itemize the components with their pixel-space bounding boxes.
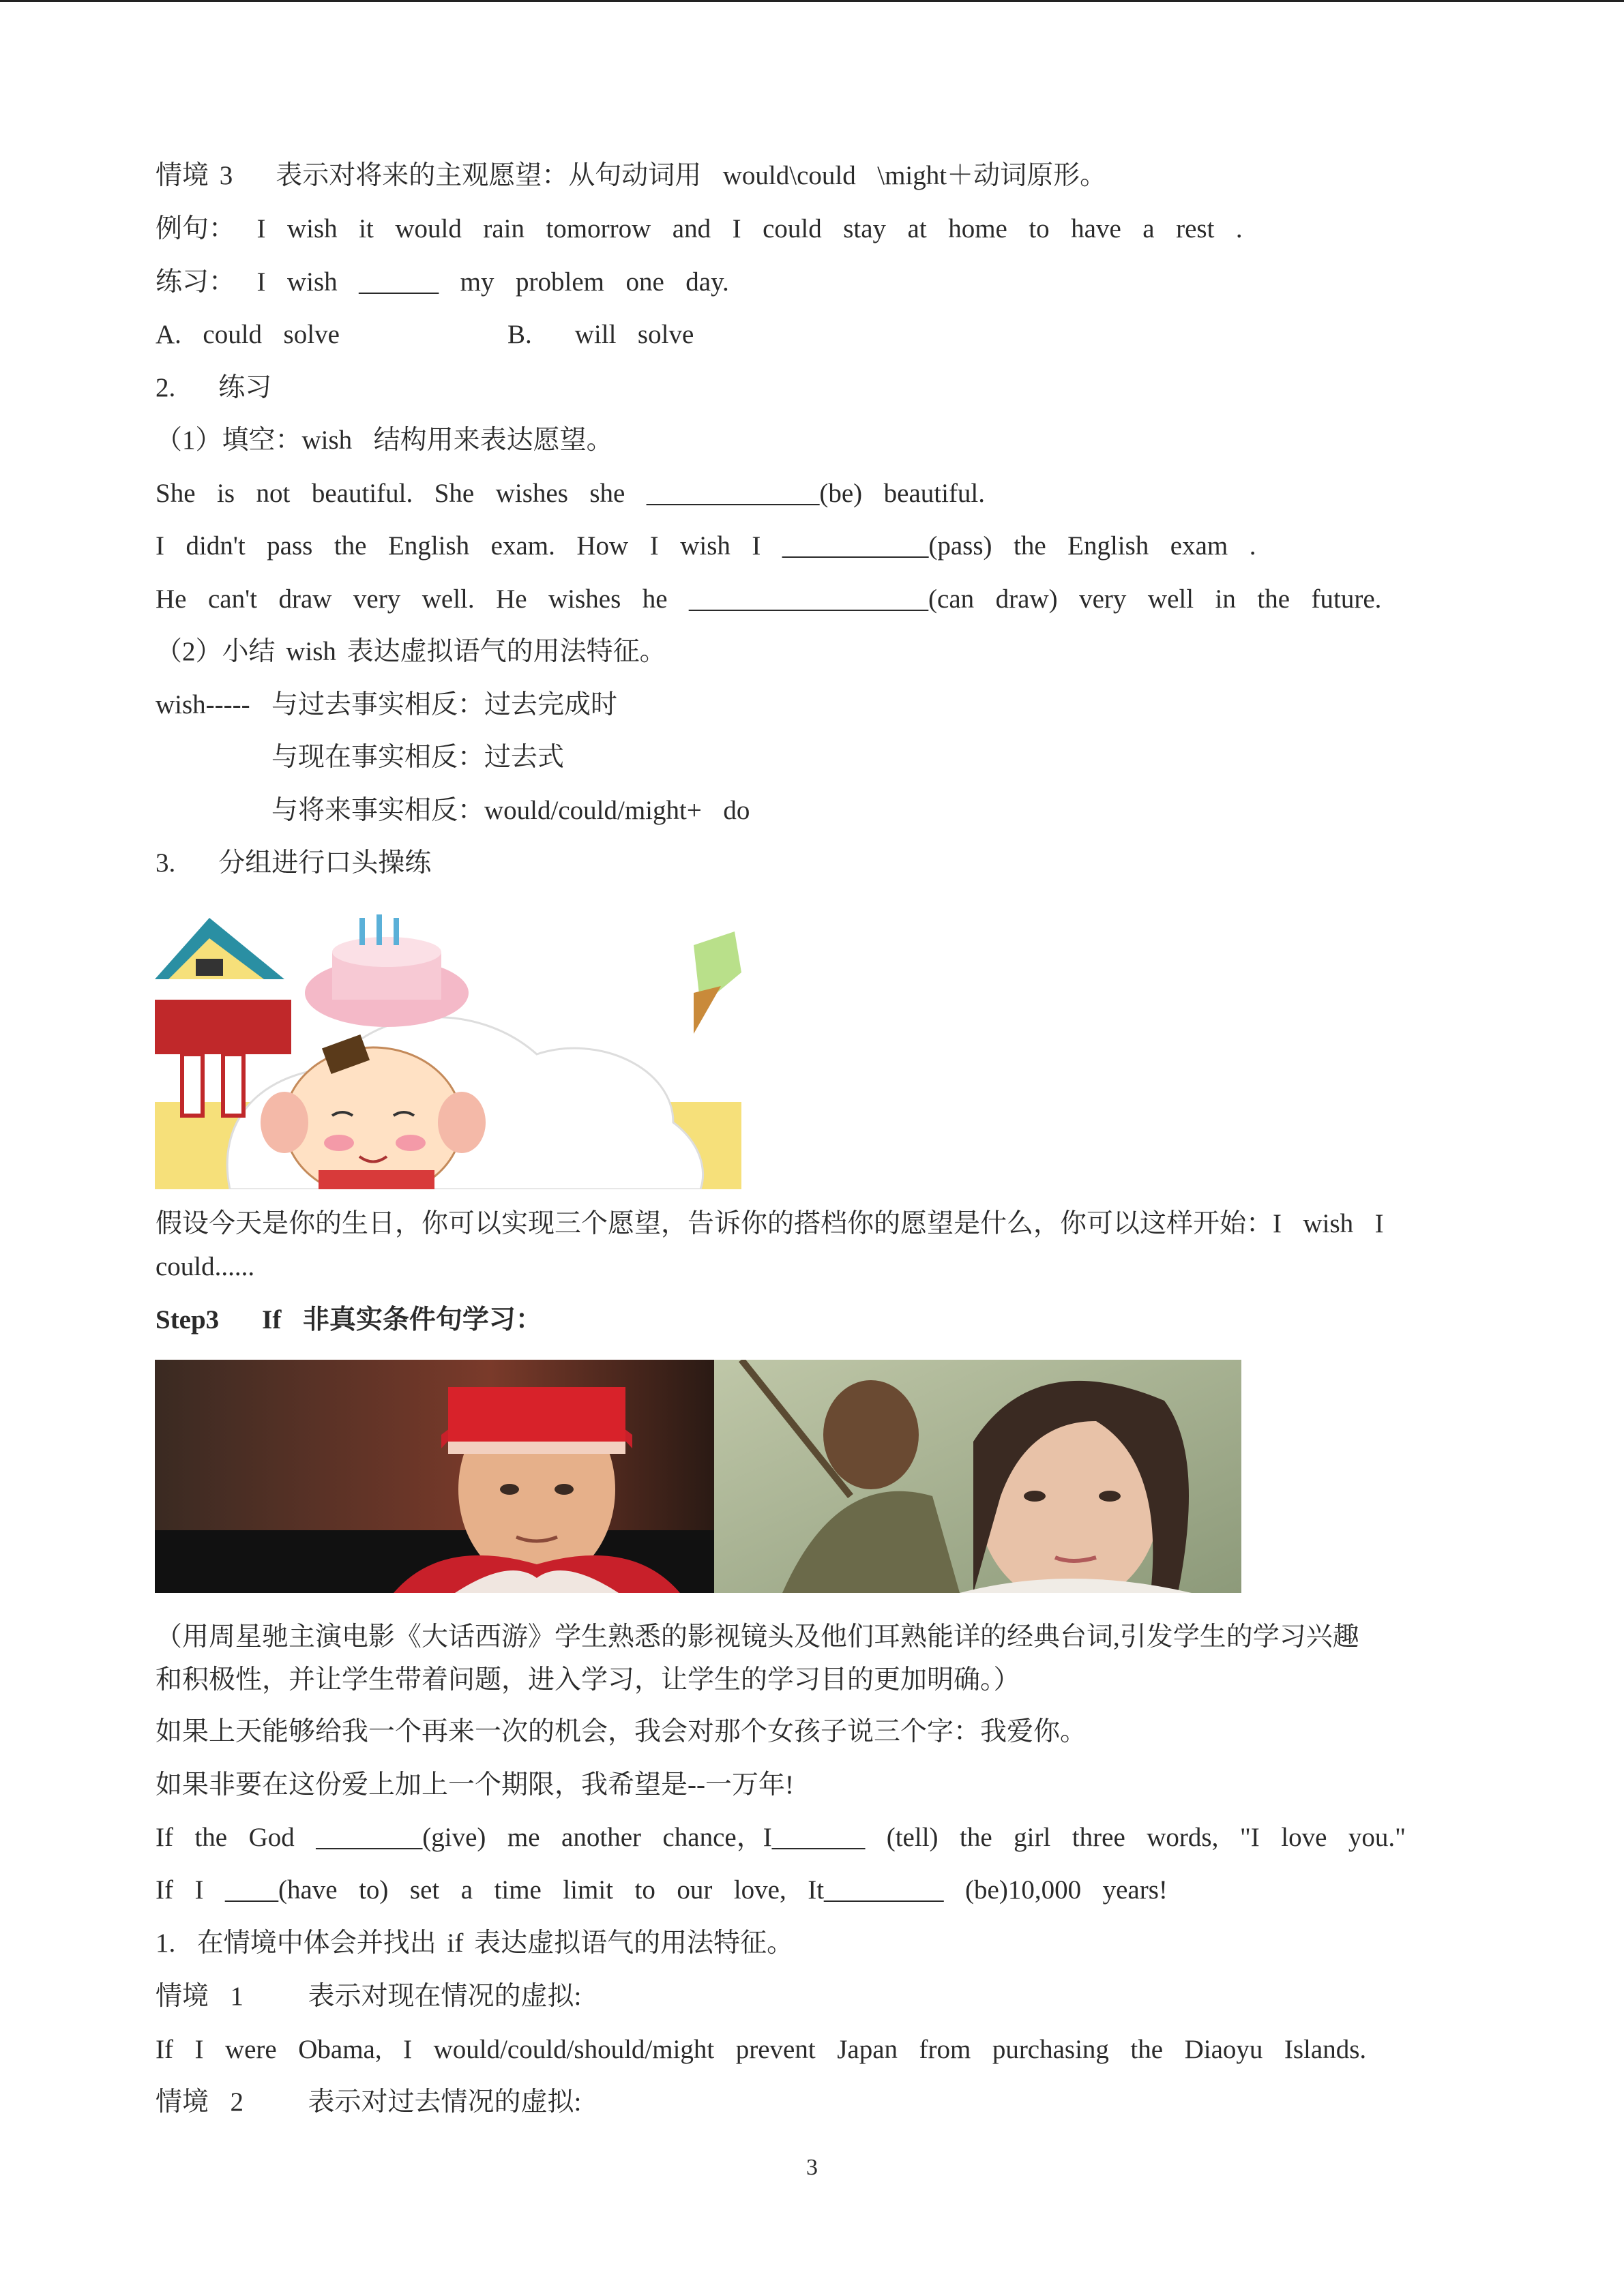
text-line: 例句： I wish it would rain tomorrow and I could stay at home to have a rest . <box>156 214 1243 243</box>
text-line: 情境 2 表示对过去情况的虚拟: <box>156 2087 582 2117</box>
exercise-line: I didn't pass the English exam. How I wish I ___________(pass) the English exam . <box>156 531 1256 561</box>
film-still-left-image <box>155 1360 714 1593</box>
exercise-line: If I ____(have to) set a time limit to our love, It_________ (be)10,000 years! <box>156 1875 1168 1905</box>
text-line: 1. 在情境中体会并找出 if 表达虚拟语气的用法特征。 <box>156 1928 794 1958</box>
text-line: 情境 1 表示对现在情况的虚拟: <box>156 1982 582 2011</box>
text-line: 如果上天能够给我一个再来一次的机会，我会对那个女孩子说三个字：我爱你。 <box>156 1717 1087 1746</box>
text-line: 情境 3 表示对将来的主观愿望：从句动词用 would\could \might＋动词原形。 <box>156 161 1107 190</box>
exercise-line: She is not beautiful. She wishes she _____________(be) beautiful. <box>156 479 986 508</box>
text-line: could...... <box>156 1252 255 1281</box>
step-heading: Step3 If 非真实条件句学习： <box>156 1305 542 1335</box>
exercise-line: If the God ________(give) me another chance，I_______ (tell) the girl three words, "I love you." <box>156 1823 1406 1852</box>
film-still-right-image <box>714 1360 1241 1593</box>
text-line: 练习： I wish ______ my problem one day. <box>156 267 729 297</box>
rule-line: 与现在事实相反：过去式 <box>271 743 565 772</box>
birthday-cartoon-image <box>155 897 741 1189</box>
section-heading: 2. 练习 <box>156 373 272 402</box>
page-number: 3 <box>806 2155 818 2180</box>
text-line: （1）填空：wish 结构用来表达愿望。 <box>156 426 613 455</box>
text-line: 假设今天是你的生日，你可以实现三个愿望，告诉你的搭档你的愿望是什么，你可以这样开始：I wish I <box>156 1209 1384 1238</box>
rule-line: 与过去事实相反：过去完成时 <box>271 690 618 719</box>
note-line: 和积极性，并让学生带着问题，进入学习，让学生的学习目的更加明确。） <box>156 1665 1020 1695</box>
option-b: B. will solve <box>507 320 694 349</box>
page-top-border <box>0 0 1624 2</box>
option-a: A. could solve <box>156 320 340 349</box>
note-line: （用周星驰主演电影《大话西游》学生熟悉的影视镜头及他们耳熟能详的经典台词,引发学生的学习兴趣 <box>156 1622 1359 1652</box>
wish-label: wish----- <box>156 690 250 719</box>
exercise-line: He can't draw very well. He wishes he __________________(can draw) very well in the future. <box>156 584 1382 614</box>
example-line: If I were Obama, I would/could/should/might prevent Japan from purchasing the Diaoyu Islands. <box>156 2035 1367 2064</box>
text-line: 如果非要在这份爱上加上一个期限，我希望是--一万年! <box>156 1770 794 1800</box>
text-line: （2）小结 wish 表达虚拟语气的用法特征。 <box>156 637 666 666</box>
rule-line: 与将来事实相反：would/could/might+ do <box>271 796 750 825</box>
section-heading: 3. 分组进行口头操练 <box>156 848 432 878</box>
